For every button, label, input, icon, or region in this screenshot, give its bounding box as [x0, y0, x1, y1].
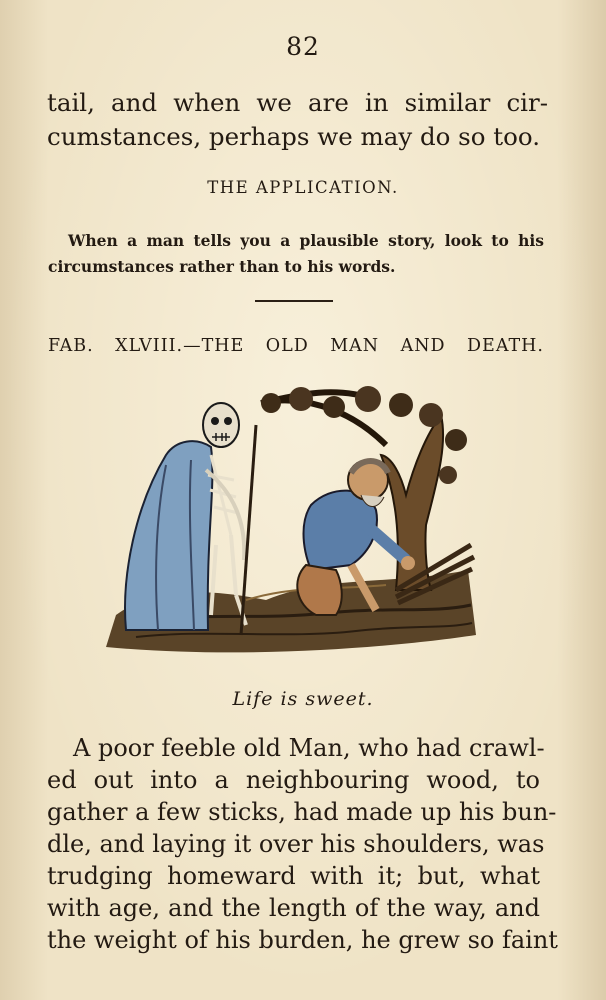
story-text-line: A poor feeble old Man, who had crawl- [73, 734, 545, 762]
application-heading: THE APPLICATION. [207, 178, 399, 197]
body-text-line: cumstances, perhaps we may do so too. [47, 122, 540, 151]
body-text-line: tail, and when we are in similar cir- [47, 88, 548, 117]
illustration-caption: Life is sweet. [232, 688, 374, 710]
story-text-line: with age, and the length of the way, and [47, 894, 540, 922]
page-number: 82 [286, 32, 320, 61]
story-text-line: trudging homeward with it; but, what [47, 862, 540, 890]
story-text-line: the weight of his burden, he grew so faint [47, 926, 558, 954]
moral-text-line: circumstances rather than to his words. [48, 257, 396, 276]
fable-heading: FAB. XLVIII.—THE OLD MAN AND DEATH. [48, 336, 544, 356]
story-text-line: gather a few sticks, had made up his bun- [47, 798, 557, 826]
moral-text-line: When a man tells you a plausible story, look to his [68, 231, 544, 250]
section-divider [255, 300, 333, 302]
woodcut-illustration [96, 385, 486, 665]
story-text-line: ed out into a neighbouring wood, to [47, 766, 540, 794]
story-text-line: dle, and laying it over his shoulders, was [47, 830, 545, 858]
